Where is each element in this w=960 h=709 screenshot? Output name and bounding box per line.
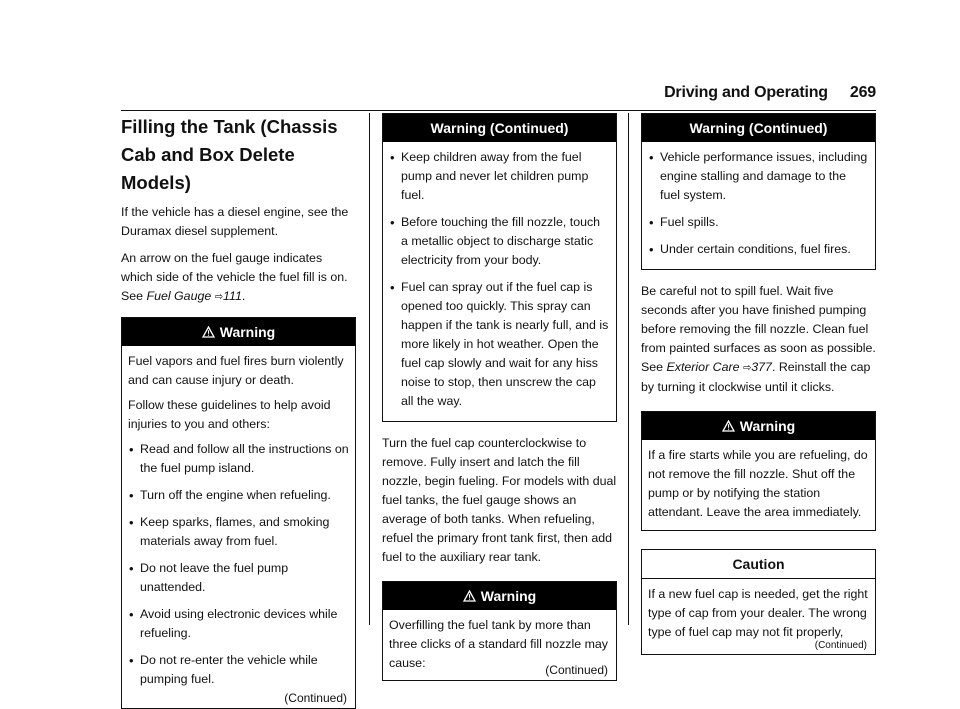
warning-text: If a fire starts while you are refueling, do not remove the fill nozzle. Shut off the pump or by notifying the station attendant. Leave the area immediately. — [648, 448, 868, 519]
warning-box — [382, 581, 617, 681]
warning-body — [383, 610, 616, 680]
exterior-care-link[interactable]: Exterior Care — [666, 360, 740, 374]
list-item: • Keep children away from the fuel pump and never let children pump fuel. — [389, 148, 610, 205]
warning-list — [389, 148, 610, 411]
list-item: • Do not leave the fuel pump unattended. — [128, 559, 349, 597]
warning-text: Overfilling the fuel tank by more than three clicks of a standard fill nozzle may cause: — [389, 618, 608, 670]
warning-box — [641, 411, 876, 531]
caution-header: Caution — [642, 550, 875, 579]
section-title: Driving and Operating — [664, 84, 828, 101]
page-header — [121, 84, 876, 106]
warning-body — [122, 346, 355, 708]
warning-triangle-icon — [722, 420, 735, 432]
list-item: • Do not re-enter the vehicle while pumping fuel. — [128, 651, 349, 689]
warning-header: Warning (Continued) — [642, 114, 875, 142]
warning-body — [642, 440, 875, 530]
caution-body — [642, 579, 875, 654]
page-number: 269 — [849, 84, 876, 101]
continued-label: (Continued) — [284, 691, 347, 705]
warning-box-continued — [641, 113, 876, 270]
paragraph: An arrow on the fuel gauge indicates which side of the vehicle the fuel fill is on. See Fuel Gauge ⇨111. — [121, 251, 348, 303]
warning-header — [383, 582, 616, 610]
page-ref-number[interactable]: 377 — [751, 360, 772, 374]
column-divider — [628, 113, 629, 625]
section-heading: Filling the Tank (Chassis Cab and Box Delete Models) — [121, 116, 338, 193]
warning-header: Warning (Continued) — [383, 114, 616, 142]
warning-triangle-icon — [463, 590, 476, 602]
warning-title: Warning — [480, 588, 537, 604]
paragraph: Turn the fuel cap counterclockwise to remove. Fully insert and latch the fill nozzle, begin fueling. For models with dual fuel tanks, the fuel gauge shows an average of both tanks. When refueling, refuel the primary front tank first, then add fuel to the auxiliary rear tank. — [382, 436, 617, 564]
warning-text: Fuel vapors and fuel fires burn violently and can cause injury or death. — [128, 354, 344, 387]
list-item: • Avoid using electronic devices while refueling. — [128, 605, 349, 643]
header-rule — [121, 110, 876, 111]
paragraph: Be careful not to spill fuel. Wait five seconds after you have finished pumping before removing the fill nozzle. Clean fuel from painted surfaces as soon as possible. See Exterior Care ⇨377. Reinstall the cap by turning it clockwise until it clicks. — [641, 284, 876, 394]
page-ref-number[interactable]: 111 — [223, 289, 242, 303]
paragraph: If the vehicle has a diesel engine, see the Duramax diesel supplement. — [121, 205, 349, 238]
warning-list — [128, 440, 349, 689]
list-item: • Before touching the fill nozzle, touch a metallic object to discharge static electricity from your body. — [389, 213, 610, 270]
warning-body — [642, 142, 875, 269]
warning-box — [121, 317, 356, 709]
page-ref-arrow-icon: ⇨ — [742, 362, 752, 374]
warning-header — [642, 412, 875, 440]
fuel-gauge-link[interactable]: Fuel Gauge — [146, 289, 212, 303]
warning-triangle-icon — [202, 326, 215, 338]
continued-label: (Continued) — [545, 663, 608, 677]
column-1 — [121, 113, 356, 709]
warning-title: Warning — [739, 418, 796, 434]
list-item: • Turn off the engine when refueling. — [128, 486, 349, 505]
warning-title: Warning — [219, 324, 276, 340]
caution-text: If a new fuel cap is needed, get the right type of cap from your dealer. The wrong type of fuel cap may not fit properly, — [648, 587, 868, 639]
list-item: • Fuel can spray out if the fuel cap is opened too quickly. This spray can happen if the tank is nearly full, and is more likely in hot weather. Open the fuel cap slowly and wait for any hiss noise to stop, then unscrew the cap all the way. — [389, 278, 610, 411]
column-divider — [369, 113, 370, 625]
warning-box-continued — [382, 113, 617, 422]
continued-label: (Continued) — [814, 640, 867, 651]
list-item: • Vehicle performance issues, including engine stalling and damage to the fuel system. — [648, 148, 869, 205]
caution-box — [641, 549, 876, 655]
column-2 — [382, 113, 617, 681]
list-item: • Under certain conditions, fuel fires. — [648, 240, 869, 259]
warning-header — [122, 318, 355, 346]
header-text — [664, 84, 876, 102]
warning-list — [648, 148, 869, 259]
column-3 — [641, 113, 876, 655]
warning-text: Follow these guidelines to help avoid injuries to you and others: — [128, 398, 331, 431]
list-item: • Read and follow all the instructions on the fuel pump island. — [128, 440, 349, 478]
list-item: • Fuel spills. — [648, 213, 869, 232]
list-item: • Keep sparks, flames, and smoking materials away from fuel. — [128, 513, 349, 551]
page-ref-arrow-icon: ⇨ — [214, 291, 223, 303]
warning-body — [383, 142, 616, 421]
